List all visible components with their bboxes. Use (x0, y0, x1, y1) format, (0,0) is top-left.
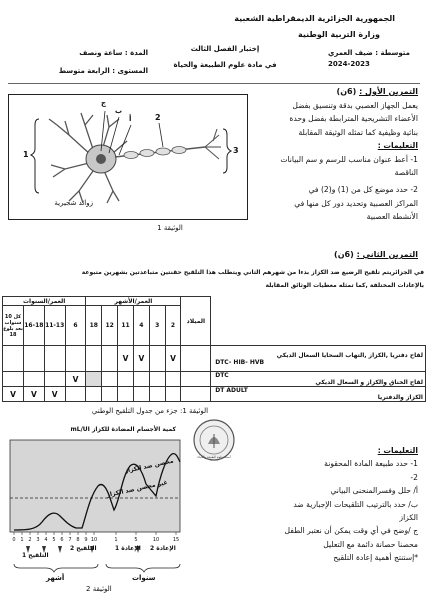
tick-9: 9 (84, 537, 88, 543)
reminder2-label: الإعادة 2 (150, 545, 176, 552)
years-label: سنوات (132, 574, 156, 582)
table-row (3, 387, 426, 402)
table-row (3, 346, 426, 372)
exercise2-q2a: أ/ حلل وفسرالمنحنى البياني (330, 486, 418, 496)
row-name-dtc: لقاح الخناق والكزاز و السعال الديكي (315, 379, 423, 386)
vaccination-table (2, 296, 426, 402)
bracket-1 (31, 119, 39, 193)
neuron-figure-box (8, 94, 248, 220)
group-months-header: العمر/الأشهر (86, 297, 181, 306)
label-j: ج (101, 99, 107, 107)
mark-dt-10y: V (3, 387, 24, 402)
exam-subject: في مادة علوم الطبيعة والحياة (173, 61, 277, 69)
col-3m: 3 (149, 306, 165, 346)
col-4m: 4 (133, 306, 149, 346)
exercise1-q2b: المراكز العصبية وتحديد دور كل منها في (294, 198, 418, 208)
exam-duration: المدة : ساعة ونصف (79, 49, 148, 57)
tick-3: 3 (36, 537, 40, 543)
annot-not-immune: غير محصن ضد الكزاز (106, 479, 169, 499)
exercise1-instructions-title: التعليمات : (377, 141, 418, 151)
exercise1-q2c: الأنشطة العصبية (366, 212, 418, 222)
exercise1-heading (300, 87, 418, 97)
tick-6: 6 (60, 537, 64, 543)
mark-dtc-6y: V (65, 372, 86, 387)
tick-10y: 10 (152, 537, 160, 543)
row-label-dtc (211, 372, 426, 387)
dose1-label: التلقيح 1 (22, 552, 49, 559)
pointer-lines (101, 111, 163, 155)
figure1-caption: الوثيقة 1 (157, 224, 183, 232)
col-11m: 11 (118, 306, 134, 346)
tick-15y: 15 (172, 537, 180, 543)
row-label-dt (211, 387, 426, 402)
syringe-icon (58, 546, 62, 553)
exercise1-q1a: 1- أعط عنوان مناسب للرسم و سم البيانات (280, 154, 418, 164)
label-dendrites: زوائد شجيرية (54, 199, 93, 207)
exercise1-line1: يعمل الجهاز العصبي بدقة وتنسيق بفضل (292, 101, 418, 110)
exercise2-instructions-title: التعليمات : (377, 446, 418, 455)
months-brace (14, 564, 98, 572)
tick-10: 10 (90, 537, 98, 543)
col-10yrs: كل 10 سنوات بعد بلوغ 18 (3, 306, 24, 346)
exercise2-intro-line2: بالإعادات المختلفة ,كما تمثله معطيات الوثائق المقابلة (265, 282, 424, 289)
row-code-dtc: DTC (215, 372, 229, 379)
exercise2-q2: 2- (410, 472, 418, 482)
tick-1y: 1 (114, 537, 118, 543)
dose2-label: التلقيح 2 (70, 545, 97, 552)
nucleus (96, 154, 106, 164)
svg-text:أستاذ علوم الطبيعة والحياة: أستاذ علوم الطبيعة والحياة (197, 455, 231, 459)
tick-1: 1 (20, 537, 24, 543)
label-1: 1 (23, 150, 29, 159)
exercise1-line3: بنائية وظيفية كما تمثله الوثيقة المقابلة (298, 127, 418, 137)
mark-dt-11-13: V (44, 387, 65, 402)
months-label: أشهر (46, 574, 65, 582)
school-year: 2024-2023 (328, 60, 370, 68)
group-years-header: العمر/السنوات (3, 297, 86, 306)
exercise2-heading (300, 250, 418, 260)
blank-corner (211, 297, 426, 346)
bracket-3 (223, 129, 231, 173)
annot-immune: محصن ضد الكزاز (124, 457, 175, 475)
table-row (3, 372, 426, 387)
tick-8: 8 (76, 537, 80, 543)
label-a: أ (129, 115, 132, 123)
row-code-dtc-hib: DTC- HIB- HVB (215, 358, 265, 366)
col-11-13: 11-13 (44, 306, 65, 346)
exercise2-instructions (238, 444, 418, 565)
header-divider (8, 83, 420, 84)
tick-7: 7 (68, 537, 72, 543)
teacher-stamp-logo (192, 418, 236, 462)
exercise2-intro-line1: في الجزائريتم تلقيح الرضيع ضد الكزاز بدءا من شهرهم الثاني ويتطلب هذا التلقيح حقنتين متباعدتين بشهرين متبوعة (81, 269, 424, 276)
exercise1-text (252, 99, 418, 224)
ministry-title: وزارة التربية الوطنية (297, 30, 380, 39)
row-code-dt: DT ADULT (215, 387, 248, 394)
exercise2-q2c-2: محصنا حصانة دائمة مع التعليل (323, 539, 418, 549)
exam-title: إختبار الفصل الثالث (190, 45, 260, 53)
doc1-caption: الوثيقة 1: جزء من جدول التلقيح الوطني (91, 407, 209, 415)
mark-dtc-hib-2m: V (165, 346, 181, 372)
label-b: ب (115, 107, 123, 115)
row-name-dtc-hib: لقاح دفتريا ,الكزاز ,التهاب السحايا السعال الديكي (276, 351, 423, 359)
graph-ylabel: كمية الأجسام المضادة للكزاز mL/UI (70, 426, 176, 433)
exercise2-q2c: ج /وضح في أي وقت يمكن أن نعتبر الطفل (284, 526, 418, 536)
label-2: 2 (155, 113, 161, 122)
col-16-18: 16-18 (23, 306, 44, 346)
exercise1-line2: الأعضاء التشريحية المترابطة بفضل وحدة (289, 114, 418, 124)
exercise2-q3: *إستنتج أهمية إعادة التلقيح (333, 553, 418, 563)
birth-header: الميلاد (181, 297, 211, 346)
exercise2-q2b: ب/ حدد بالترتيب التلقيحات الإجبارية ضد (293, 499, 418, 509)
tick-5y: 5 (134, 537, 138, 543)
doc2-caption: الوثيقة 2 (86, 585, 112, 593)
tick-2: 2 (28, 537, 32, 543)
school-name: متوسطة : ضيف العمري (327, 49, 410, 57)
exercise2-points: (6ن) (334, 250, 354, 259)
x-tick-labels (12, 537, 179, 543)
republic-title: الجمهورية الجزائرية الديمقراطية الشعبية (234, 14, 395, 23)
row-label-dtc-hib (211, 346, 426, 372)
years-brace (106, 564, 180, 572)
exercise1-q2a: 2- حدد موضع كل من (1) و(2) في (308, 185, 418, 195)
mark-dtc-hib-4m: V (133, 346, 149, 372)
graph-ticks (14, 532, 176, 535)
tick-0: 0 (12, 537, 16, 543)
mark-dtc-hib-11m: V (118, 346, 134, 372)
col-18m: 18 (86, 306, 102, 346)
mark-dt-16-18: V (23, 387, 44, 402)
exam-level: المستوى : الرابعة متوسط (58, 67, 148, 75)
col-12m: 12 (102, 306, 118, 346)
label-3: 3 (233, 146, 239, 155)
col-2m: 2 (165, 306, 181, 346)
exercise1-title: التمرين الأول : (359, 87, 418, 96)
exercise1-q1b: الناقصة (394, 168, 418, 178)
row-name-dt: الكزاز والدفتريا (377, 394, 423, 401)
reminder1-label: الإعادة 1 (115, 545, 141, 552)
exercise2-q1: 1- حدد طبيعة المادة المحقونة (324, 459, 418, 469)
exercise1-points: (6ن) (336, 87, 357, 96)
col-6: 6 (65, 306, 86, 346)
tick-5: 5 (52, 537, 56, 543)
exercise2-q2b-2: الكزاز (399, 513, 418, 523)
tick-4: 4 (44, 537, 48, 543)
axon-terminals (205, 129, 221, 159)
exercise2-title: التمرين الثاني : (356, 250, 418, 259)
